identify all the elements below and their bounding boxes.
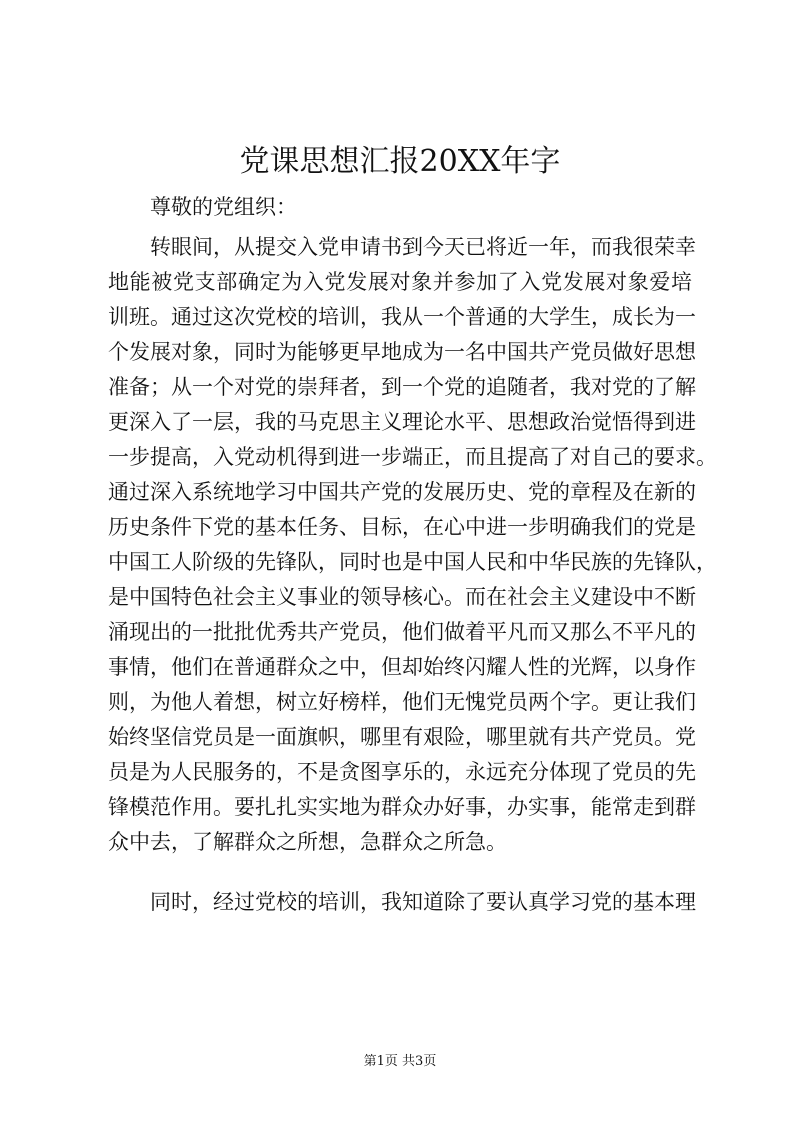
paragraph-line: 准备；从一个对党的崇拜者，到一个党的追随者，我对党的了解 [108,375,696,399]
paragraph-line: 事情，他们在普通群众之中，但却始终闪耀人性的光辉，以身作 [108,655,696,679]
document-title: 党课思想汇报20XX年字 [239,144,561,179]
paragraph-line: 历史条件下党的基本任务、目标，在心中进一步明确我们的党是 [108,515,696,539]
paragraph-line: 训班。通过这次党校的培训，我从一个普通的大学生，成长为一 [108,305,696,329]
paragraph-line: 员是为人民服务的，不是贪图享乐的，永远充分体现了党员的先 [108,760,696,784]
salutation: 尊敬的党组织： [150,195,297,219]
paragraph-line: 转眼间，从提交入党申请书到今天已将近一年，而我很荣幸 [150,235,696,259]
paragraph-line: 更深入了一层，我的马克思主义理论水平、思想政治觉悟得到进 [108,410,696,434]
paragraph-line: 同时，经过党校的培训，我知道除了要认真学习党的基本理 [150,890,696,914]
paragraph-line: 一步提高，入党动机得到进一步端正，而且提高了对自己的要求。 [108,445,717,469]
paragraph-line: 个发展对象，同时为能够更早地成为一名中国共产党员做好思想 [108,340,696,364]
paragraph-line: 众中去，了解群众之所想，急群众之所急。 [108,830,507,854]
paragraph-line: 涌现出的一批批优秀共产党员，他们做着平凡而又那么不平凡的 [108,620,696,644]
paragraph-line: 是中国特色社会主义事业的领导核心。而在社会主义建设中不断 [108,585,696,609]
page-footer: 第1页 共3页 [363,1054,437,1069]
paragraph-line: 始终坚信党员是一面旗帜，哪里有艰险，哪里就有共产党员。党 [108,725,696,749]
paragraph-line: 则，为他人着想，树立好榜样，他们无愧党员两个字。更让我们 [108,690,696,714]
paragraph-line: 通过深入系统地学习中国共产党的发展历史、党的章程及在新的 [108,480,696,504]
paragraph-line: 地能被党支部确定为入党发展对象并参加了入党发展对象爱培 [108,270,692,294]
paragraph-line: 中国工人阶级的先锋队，同时也是中国人民和中华民族的先锋队， [108,550,717,574]
paragraph-line: 锋模范作用。要扎扎实实地为群众办好事，办实事，能常走到群 [108,795,696,819]
